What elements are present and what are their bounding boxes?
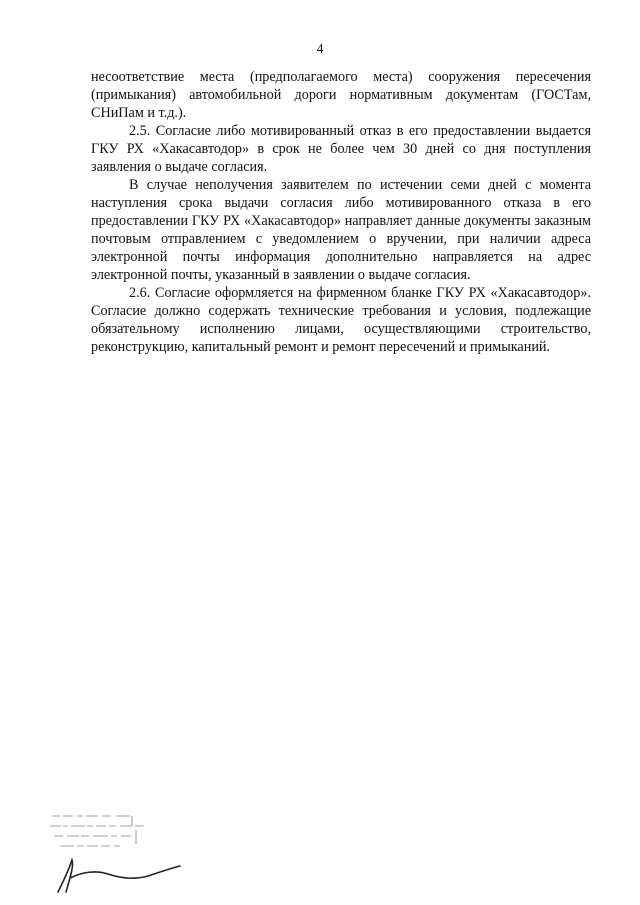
document-body	[91, 68, 591, 356]
page-number: 4	[316, 42, 324, 57]
paragraph-2-5: 2.5. Согласие либо мотивированный отказ в его предоставлении выдается ГКУ РХ «Хакасавтодор» в срок не более чем 30 дней со дня поступления заявления о выдаче согласия.	[91, 123, 591, 175]
stamp-faded-lines	[50, 816, 144, 846]
certification-stamp	[48, 808, 198, 898]
stamp-graphic	[48, 808, 198, 898]
signature-mark	[58, 860, 180, 892]
paragraph-continuation: несоответствие места (предполагаемого места) сооружения пересечения (примыкания) автомобильной дороги нормативным документам (ГОСТам, СНиПам и т.д.).	[91, 69, 591, 121]
paragraph-2-6: 2.6. Согласие оформляется на фирменном бланке ГКУ РХ «Хакасавтодор». Согласие должно содержать технические требования и условия, подлежащие обязательному исполнению лицами, осуществляющими строительство, реконструкцию, капитальный ремонт и ремонт пересечений и примыканий.	[91, 285, 591, 355]
paragraph-delivery: В случае неполучения заявителем по истечении семи дней с момента наступления срока выдачи согласия либо мотивированного отказа в его предоставлении ГКУ РХ «Хакасавтодор» направляет данные документы заказным почтовым отправлением с уведомлением о вручении, при наличии адреса электронной почты информация дополнительно направляется на адрес электронной почты, указанный в заявлении о выдаче согласия.	[91, 177, 591, 283]
